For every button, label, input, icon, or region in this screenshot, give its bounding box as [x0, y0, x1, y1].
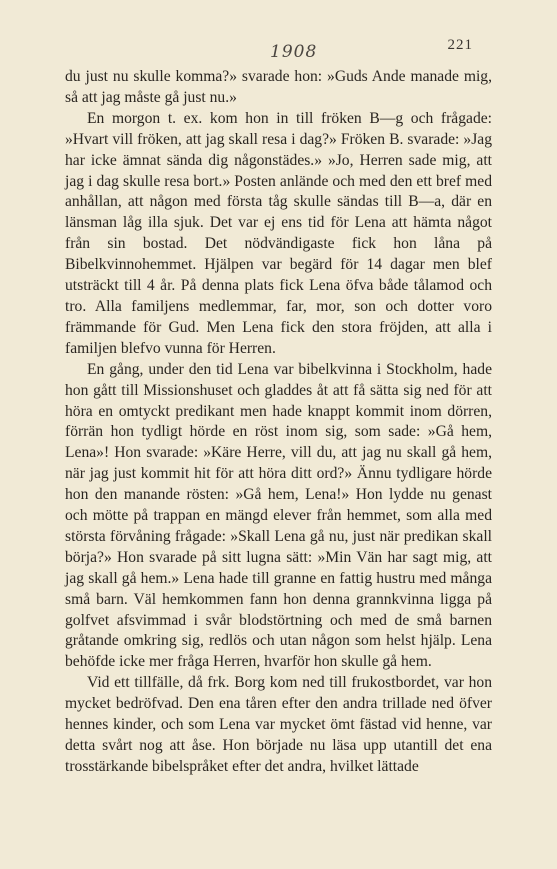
paragraph: du just nu skulle komma?» svarade hon: »Guds Ande manade mig, så att jag måste gå just nu.» — [65, 68, 492, 106]
body-text — [65, 67, 492, 778]
handwritten-year-annotation: 1908 — [270, 42, 318, 62]
paragraph: Vid ett tillfälle, då frk. Borg kom ned till frukostbordet, var hon mycket bedröfvad. Den ena tåren efter den andra trillade ned öfver hennes kinder, och som Lena var mycket ömt fästad vid henne, var detta svårt nog att åse. Hon började nu läsa upp utantill det ena trosstärkande bibelspråket efter det andra, hvilket lättade — [65, 674, 492, 775]
paragraph: En gång, under den tid Lena var bibelkvinna i Stockholm, hade hon gått till Missionshuset och gladdes åt att få sätta sig ned för att höra en omtyckt predikant men hade knappt kommit inom dörren, förrän hon tydligt hörde en röst inom sig, som sade: »Gå hem, Lena»! Hon svarade: »Käre Herre, vill du, att jag nu skall gå hem, när jag just kommit hit för att höra ditt ord?» Ännu tydligare hörde hon den manande rösten: »Gå hem, Lena!» Hon lydde nu genast och mötte på trappan en mängd elever från hemmet, som alla med största förvåning frågade: »Skall Lena gå nu, just när predikan skall börja?» Hon svarade på sitt lugna sätt: »Min Vän har sagt mig, att jag skall gå hem.» Lena hade till granne en fattig hustru med många små barn. Väl hemkommen fann hon denna grannkvinna ligga på golfvet afsvimmad i svår blodstörtning och med de små barnen gråtande omkring sig, redlös och utan någon som helst hjälp. Lena behöfde icke mer fråga Herren, hvarför hon skulle gå hem. — [65, 360, 492, 671]
paragraph: En morgon t. ex. kom hon in till fröken B—g och frågade: »Hvart vill fröken, att jag skall resa i dag?» Fröken B. svarade: »Jag har icke ämnat sända dig någonstädes.» »Jo, Herren sade mig, att jag i dag skulle resa bort.» Posten anlände och med den ett bref med anhållan, att någon med första tåg skulle sändas till B—a, där en länsman låg illa sjuk. Det var ej ens tid för Lena att hämta något från sin bostad. Det nödvändigaste fick hon låna på Bibelkvinnohemmet. Hjälpen var begärd för 14 dagar men blef utsträckt till 4 år. På denna plats fick Lena öfva både tålamod och tro. Alla familjens medlemmar, far, mor, son och dotter voro främmande för Gud. Men Lena fick den stora fröjden, att alla i familjen blefvo vunna för Herren. — [65, 109, 492, 357]
page-number: 221 — [447, 37, 473, 53]
